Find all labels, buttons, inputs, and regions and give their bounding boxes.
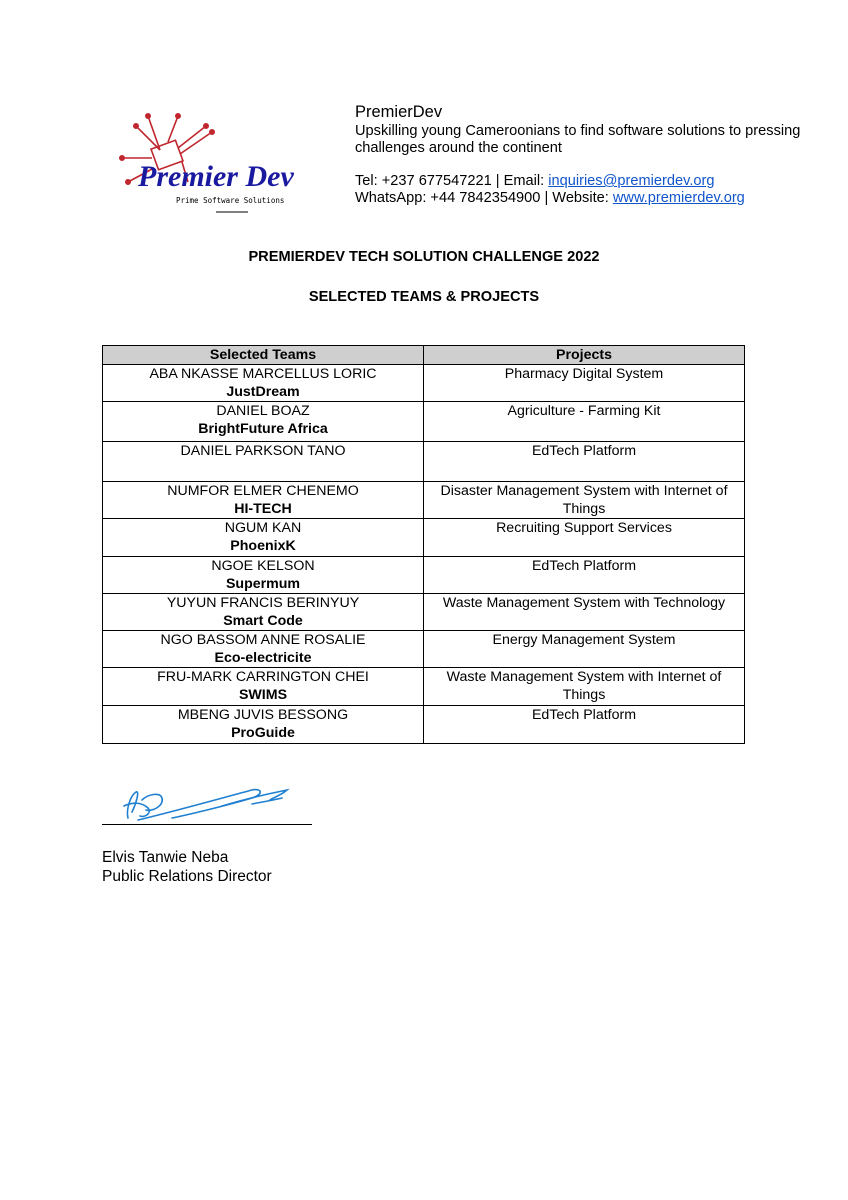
team-name: Eco-electricite [214,650,312,666]
team-name: HI-TECH [234,501,292,517]
team-name: ProGuide [231,725,295,741]
project-cell: Agriculture - Farming Kit [424,402,745,442]
project-cell: EdTech Platform [424,557,745,594]
table-row [103,365,745,402]
team-cell [103,631,424,668]
table-body [103,365,745,744]
logo-wordmark: Premier Dev [138,160,294,193]
team-cell [103,482,424,519]
table-row [103,594,745,631]
signatory [102,848,272,886]
team-name: BrightFuture Africa [198,421,328,437]
table-row [103,482,745,519]
org-name: PremierDev [355,103,443,121]
team-name: SWIMS [238,687,288,703]
table-header-row [103,346,745,365]
signature-mark [102,782,312,822]
team-cell [103,557,424,594]
project-cell: Waste Management System with Technology [424,594,745,631]
table-row [103,706,745,744]
table-row [103,442,745,482]
team-cell [103,442,424,482]
team-name: Smart Code [223,613,303,629]
org-tagline: Upskilling young Cameroonians to find software solutions to pressing challenges around the continent [355,123,801,156]
participant-name: DANIEL BOAZ [216,403,310,419]
participant-name: FRU-MARK CARRINGTON CHEI [157,669,369,685]
project-cell: EdTech Platform [424,442,745,482]
team-name: JustDream [226,384,300,400]
participant-name: YUYUN FRANCIS BERINYUY [166,595,360,611]
team-name: Supermum [225,576,301,592]
website-link[interactable]: www.premierdev.org [612,190,745,206]
participant-name: DANIEL PARKSON TANO [180,443,346,459]
table-row [103,668,745,706]
team-name: PhoenixK [230,538,296,554]
contact-line-1 [355,173,805,190]
team-cell [103,365,424,402]
table-row [103,402,745,442]
participant-name: NGOE KELSON [211,558,315,574]
participant-name: MBENG JUVIS BESSONG [177,707,349,723]
project-cell: Waste Management System with Internet of Things [424,668,745,706]
table-row [103,557,745,594]
signature-line [102,824,312,825]
table-row [103,519,745,557]
team-cell [103,706,424,744]
team-cell [103,594,424,631]
header-projects: Projects [424,346,745,365]
document-title: PREMIERDEV TECH SOLUTION CHALLENGE 2022 [248,249,600,265]
document-subtitle: SELECTED TEAMS & PROJECTS [308,289,540,305]
project-cell: EdTech Platform [424,706,745,744]
letterhead [355,104,805,207]
logo-subtitle: Prime Software Solutions [176,196,285,205]
tel-label: Tel: +237 677547221 | Email: [355,173,549,189]
email-link[interactable]: inquiries@premierdev.org [548,173,715,189]
project-cell: Disaster Management System with Internet of Things [424,482,745,519]
participant-name: NUMFOR ELMER CHENEMO [167,483,359,499]
teams-table [102,345,745,744]
participant-name: ABA NKASSE MARCELLUS LORIC [149,366,377,382]
team-cell [103,519,424,557]
project-cell: Pharmacy Digital System [424,365,745,402]
team-cell [103,668,424,706]
contact-line-2 [355,190,805,207]
header-selected-teams: Selected Teams [103,346,424,365]
whatsapp-label: WhatsApp: +44 7842354900 | Website: [355,190,613,206]
participant-name: NGO BASSOM ANNE ROSALIE [160,632,366,648]
participant-name: NGUM KAN [224,520,302,536]
signatory-name: Elvis Tanwie Neba [102,849,229,866]
table-row [103,631,745,668]
premierdev-logo [108,112,318,217]
signatory-role: Public Relations Director [102,868,272,885]
team-cell [103,402,424,442]
project-cell: Recruiting Support Services [424,519,745,557]
project-cell: Energy Management System [424,631,745,668]
